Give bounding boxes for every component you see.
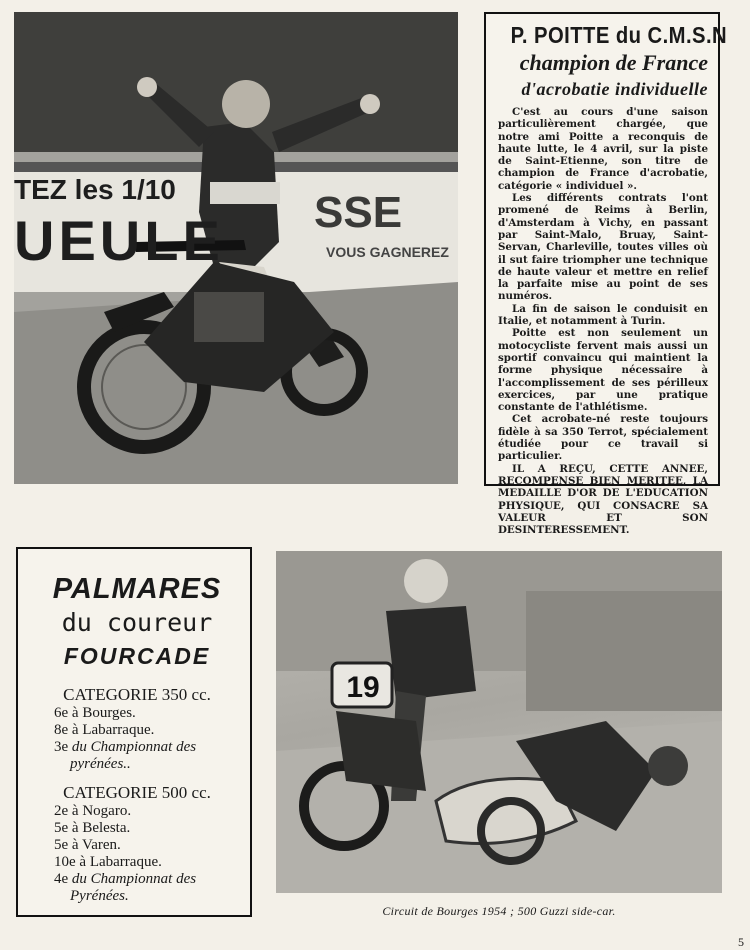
result-item	[54, 722, 240, 739]
sidecar-photo-art	[276, 551, 722, 893]
result-item	[54, 871, 240, 905]
result-item	[54, 803, 240, 820]
result-text: à Labarraque.	[79, 854, 162, 870]
result-text: à Bourges.	[71, 705, 136, 721]
banner-left-big-text: UEULE	[14, 209, 224, 272]
article-title: P. POITTE du C.M.S.N	[510, 22, 728, 48]
article-paragraph: C'est au cours d'une saison particulièrement chargée, que notre ami Poitte a reconquis de haute lutte, le 4 avril, sur la piste de Saint-Etienne, son titre de champion de France d'acrobatie, catégorie « individuel ».	[498, 106, 708, 192]
result-rank: 8e	[54, 722, 69, 738]
result-rank: 4e	[54, 871, 69, 887]
result-rank: 10e	[54, 854, 76, 870]
article-subtitle: champion de France	[519, 50, 708, 75]
article-body	[498, 106, 708, 536]
sidecar-photo	[276, 551, 722, 893]
article-paragraph: Cet acrobate-né reste toujours fidèle à sa 350 Terrot, spécialement étudiée pour ce travail si particulier.	[498, 413, 708, 463]
result-rank: 2e	[54, 803, 69, 819]
palmares-subtitle: du coureur	[61, 608, 213, 637]
result-text: du Championnat des pyrénées..	[70, 739, 197, 772]
banner-left-text: TEZ les 1/10	[14, 174, 176, 205]
result-item	[54, 854, 240, 871]
photo-caption: Circuit de Bourges 1954 ; 500 Guzzi side-car.	[382, 904, 616, 918]
result-item	[54, 705, 240, 722]
result-item	[54, 820, 240, 837]
result-item	[54, 837, 240, 854]
article-paragraph: Les différents contrats l'ont promené de Reims à Berlin, d'Amsterdam à Vichy, en passant par Saint-Malo, Bruay, Saint-Servan, Charleville, toutes villes où il sut faire triompher une technique de haute valeur et mettre en relief la parfaite mise au point de ses numéros.	[498, 192, 708, 303]
banner-right-text: SSE	[314, 188, 403, 237]
article-subtitle-2: d'acrobatie individuelle	[521, 79, 708, 99]
palmares-title: PALMARES	[52, 573, 222, 605]
result-rank: 3e	[54, 739, 69, 755]
result-item	[54, 739, 240, 773]
results-list	[34, 803, 240, 905]
result-text: à Nogaro.	[71, 803, 132, 819]
result-text: à Varen.	[71, 837, 121, 853]
result-text: à Labarraque.	[71, 722, 155, 738]
palmares-box	[16, 547, 252, 917]
result-rank: 5e	[54, 820, 69, 836]
article-paragraph: La fin de saison le conduisit en Italie, et notamment à Turin.	[498, 302, 708, 328]
result-rank: 5e	[54, 837, 69, 853]
race-number: 19	[346, 671, 380, 704]
page-number: 5	[738, 935, 744, 949]
category-heading: CATEGORIE 500 cc.	[63, 783, 211, 802]
results-list	[34, 705, 240, 773]
racer-name: FOURCADE	[63, 643, 211, 669]
article-box	[484, 12, 728, 537]
category-heading: CATEGORIE 350 cc.	[63, 685, 211, 704]
result-rank: 6e	[54, 705, 69, 721]
result-text: à Belesta.	[71, 820, 131, 836]
banner-right-small-text: VOUS GAGNEREZ	[326, 244, 449, 260]
acrobat-photo	[14, 12, 458, 484]
article-paragraph: Poitte est non seulement un motocycliste fervent mais aussi un sportif convaincu qui maintient la forme physique nécessaire à l'accomplissement de ses périlleux exercices, par une pratique constante de l'athlétisme.	[498, 327, 708, 414]
result-text: du Championnat des Pyrénées.	[70, 871, 197, 904]
article-paragraph: IL A REÇU, CETTE ANNEE, RECOMPENSE BIEN MERITEE, LA MEDAILLE D'OR DE L'EDUCATION PHYSIQUE, QUI CONSACRE SA VALEUR ET SON DESINTERESSEMENT.	[498, 462, 708, 537]
